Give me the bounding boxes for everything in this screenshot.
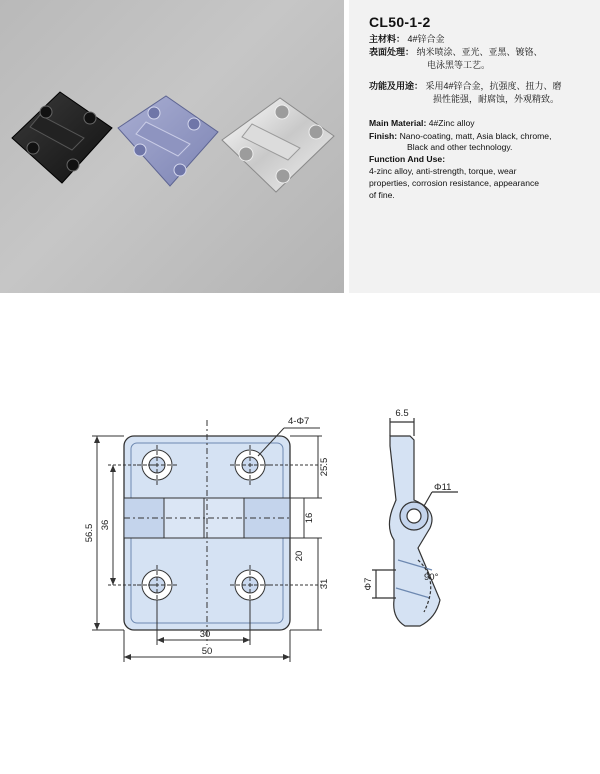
en-function-value-3: of fine. bbox=[369, 190, 395, 200]
black-hinge-image bbox=[12, 92, 112, 183]
side-pin: Φ11 bbox=[434, 482, 452, 493]
cn-finish-value-1: 纳米喷涂、亚光、亚黑、镀铬、 bbox=[416, 47, 543, 57]
en-finish-value-2: Black and other technology. bbox=[407, 142, 513, 152]
model-title: CL50-1-2 bbox=[369, 14, 431, 30]
dim-bottom-hole: 31 bbox=[319, 578, 330, 590]
en-function-value-2: properties, corrosion resistance, appearance bbox=[369, 178, 540, 188]
hole-note: 4-Φ7 bbox=[288, 416, 310, 427]
spec-panel bbox=[349, 0, 600, 293]
en-function-label: Function And Use: bbox=[369, 154, 446, 164]
en-material-row bbox=[369, 118, 591, 129]
cn-material-row bbox=[369, 33, 445, 45]
technical-drawing bbox=[0, 293, 600, 774]
en-finish-row bbox=[369, 131, 591, 142]
side-angle: 90° bbox=[424, 572, 439, 583]
cn-finish-value-2: 电泳黑等工艺。 bbox=[427, 60, 491, 70]
en-finish-value-1: Nano-coating, matt, Asia black, chrome, bbox=[399, 131, 552, 141]
cn-function-row bbox=[369, 80, 562, 92]
dim-height: 56.5 bbox=[84, 523, 95, 543]
en-material-label: Main Material: bbox=[369, 118, 427, 128]
hinge-side-view bbox=[372, 418, 458, 626]
cn-finish-row bbox=[369, 46, 543, 58]
en-finish-label: Finish: bbox=[369, 131, 398, 141]
matt-hinge-image bbox=[118, 96, 218, 186]
dim-top-knuckle: 16 bbox=[304, 512, 315, 524]
side-thickness: 6.5 bbox=[395, 408, 409, 419]
dim-width: 50 bbox=[201, 646, 213, 657]
dim-hole-spacing-x: 30 bbox=[199, 629, 211, 640]
cn-function-value-1: 采用4#锌合金，抗强度、扭力、磨 bbox=[425, 81, 562, 91]
cn-function-label: 功能及用途： bbox=[369, 81, 424, 91]
cn-material-value: 4#锌合金 bbox=[407, 34, 445, 44]
en-function-value-1: 4-zinc alloy, anti-strength, torque, wear bbox=[369, 166, 517, 176]
cn-material-label: 主材料： bbox=[369, 34, 406, 44]
dim-hole-spacing-y: 36 bbox=[100, 519, 111, 531]
cn-finish-label: 表面处理： bbox=[369, 47, 415, 57]
en-material-value: 4#Zinc alloy bbox=[428, 118, 475, 128]
cn-function-value-2: 损性能强，耐腐蚀，外观精致。 bbox=[433, 94, 560, 104]
chrome-hinge-image bbox=[222, 98, 334, 192]
side-hole: Φ7 bbox=[363, 577, 374, 591]
product-photo bbox=[0, 0, 344, 293]
dim-bottom-knuckle: 20 bbox=[294, 550, 305, 562]
dim-top-hole: 25.5 bbox=[319, 457, 330, 477]
